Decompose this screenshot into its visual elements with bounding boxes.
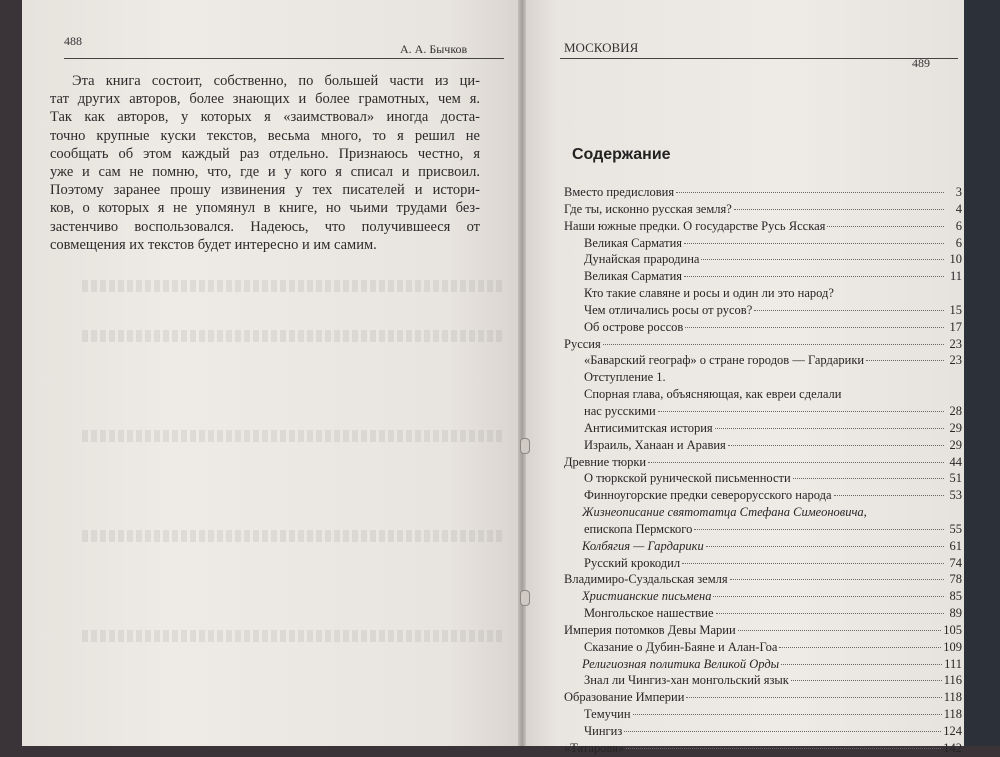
toc-entry-title: Об острове россов [584, 319, 684, 334]
toc-entry-title: Финноугорские предки северорусского народа [584, 488, 832, 503]
toc-entry-page: 10 [949, 252, 962, 267]
toc-leader-dots [624, 731, 941, 732]
toc-entry [564, 302, 962, 319]
toc-entry [564, 470, 962, 487]
intro-paragraph [50, 72, 480, 254]
toc-entry [564, 639, 962, 656]
toc-leader-dots [694, 529, 944, 530]
show-through [82, 530, 502, 542]
toc-entry [564, 268, 962, 285]
toc-entry-page: 105 [943, 622, 962, 637]
toc-entry-page: 61 [949, 538, 962, 553]
toc-entry-title: «Баварский географ» о стране городов — Гардарики [584, 353, 865, 368]
toc-entry-title: Руссия [564, 336, 601, 351]
toc-entry-page: 4 [955, 201, 962, 216]
toc-leader-dots [791, 680, 942, 681]
text-line: точно крупные куски текстов, весьма много, то я решил не [50, 127, 480, 144]
toc-entry [564, 336, 962, 353]
toc-entry-page: 109 [943, 639, 962, 654]
table-of-contents [564, 184, 962, 757]
text-line: Так как авторов, у которых я «заимствовал» иногда доста- [50, 109, 480, 126]
toc-leader-dots [730, 579, 944, 580]
toc-entry-page: 44 [949, 454, 962, 469]
toc-entry-page: 11 [949, 269, 962, 284]
toc-entry [564, 605, 962, 622]
toc-entry-page: 29 [949, 420, 962, 435]
toc-entry-title: Сказание о Дубин-Баяне и Алан-Гоа [584, 639, 778, 654]
toc-entry-page: 118 [943, 690, 962, 705]
text-line: уже и сам не помню, что, где и у кого я списал и присвоил. [50, 164, 480, 181]
toc-entry [564, 656, 962, 673]
toc-entry-page: 78 [949, 572, 962, 587]
toc-entry-page: 17 [949, 319, 962, 334]
toc-entry-title: Колбягия — Гардарики [582, 538, 704, 553]
toc-entry [564, 251, 962, 268]
toc-leader-dots [706, 546, 944, 547]
left-page-number: 488 [64, 34, 82, 48]
text-line: сообщать об этом каждый раз отдельно. Признаюсь честно, я [50, 145, 480, 162]
toc-entry-title: Великая Сарматия [584, 235, 683, 250]
toc-entry [564, 588, 962, 605]
toc-leader-dots [701, 259, 944, 260]
toc-leader-dots [781, 664, 942, 665]
toc-entry [564, 740, 962, 757]
toc-entry-page: 6 [955, 235, 962, 250]
toc-entry [564, 369, 962, 386]
toc-entry-title: Спорная глава, объясняющая, как евреи сделали [584, 387, 842, 402]
toc-entry [564, 672, 962, 689]
toc-entry-page: 55 [949, 521, 962, 536]
show-through [82, 330, 502, 342]
toc-entry [564, 437, 962, 454]
toc-entry-title: Дунайская прародина [584, 252, 700, 267]
toc-leader-dots [682, 563, 944, 564]
toc-entry-page: 111 [944, 656, 962, 671]
toc-entry [564, 420, 962, 437]
toc-leader-dots [793, 478, 944, 479]
toc-entry-title: О тюркской рунической письменности [584, 471, 791, 486]
toc-leader-dots [684, 276, 944, 277]
text-line: ков, о которых я не упомянул в книге, но чьими трудами без- [50, 200, 480, 217]
toc-entry-title: Израиль, Ханаан и Аравия [584, 437, 726, 452]
toc-entry-title: нас русскими [584, 403, 656, 418]
text-line: тат других авторов, более знающих и более грамотных, чем я. [50, 91, 480, 108]
toc-entry-page: 53 [949, 488, 962, 503]
toc-entry-title: Жизнеописание святотатца Стефана Симеоновича, [582, 505, 867, 520]
toc-entry [564, 319, 962, 336]
toc-entry-title: Знал ли Чингиз-хан монгольский язык [584, 673, 789, 688]
binding-staple [520, 590, 530, 606]
toc-entry-page: 74 [949, 555, 962, 570]
toc-leader-dots [834, 495, 944, 496]
toc-entry [564, 504, 962, 521]
toc-entry-page: 3 [955, 185, 962, 199]
toc-entry-title: Русский крокодил [584, 555, 681, 570]
toc-entry-title: Кто такие славяне и росы и один ли это народ? [584, 286, 834, 301]
toc-entry [564, 538, 962, 555]
right-header-rule [560, 58, 958, 59]
toc-leader-dots [633, 714, 942, 715]
toc-leader-dots [779, 647, 941, 648]
toc-entry [564, 285, 962, 302]
toc-entry-title: Религиозная политика Великой Орды [582, 656, 780, 671]
toc-entry [564, 706, 962, 723]
toc-entry-page: 28 [949, 403, 962, 418]
toc-entry-page: 15 [949, 302, 962, 317]
show-through [82, 630, 502, 642]
toc-leader-dots [715, 428, 944, 429]
toc-entry [564, 403, 962, 420]
toc-entry [564, 454, 962, 471]
toc-entry-title: «Татаровя» [564, 740, 625, 755]
binding-staple [520, 438, 530, 454]
toc-entry [564, 723, 962, 740]
toc-entry-title: Владимиро-Суздальская земля [564, 572, 728, 587]
toc-leader-dots [738, 630, 942, 631]
toc-entry-title: Чем отличались росы от русов? [584, 302, 753, 317]
toc-entry-title: Наши южные предки. О государстве Русь Ясская [564, 218, 826, 233]
toc-entry-title: Чингиз [584, 724, 623, 738]
toc-leader-dots [734, 209, 944, 210]
toc-entry-title: Образование Империи [564, 690, 685, 705]
toc-entry-title: епископа Пермского [584, 521, 693, 536]
toc-entry-page: 142 [943, 740, 962, 755]
toc-entry-page: 124 [943, 724, 962, 738]
toc-entry [564, 487, 962, 504]
toc-leader-dots [754, 310, 944, 311]
show-through [82, 430, 502, 442]
right-running-title: МОСКОВИЯ [564, 40, 639, 55]
left-header-rule [64, 58, 504, 59]
toc-entry-page: 89 [949, 606, 962, 621]
toc-leader-dots [827, 226, 944, 227]
toc-leader-dots [603, 344, 944, 345]
toc-entry [564, 555, 962, 572]
toc-entry-page: 23 [949, 336, 962, 351]
toc-leader-dots [684, 243, 944, 244]
toc-entry [564, 201, 962, 218]
toc-entry-title: Великая Сарматия [584, 269, 683, 284]
toc-leader-dots [648, 462, 944, 463]
toc-entry-page: 6 [955, 218, 962, 233]
toc-entry [564, 571, 962, 588]
text-line: Поэтому заранее прошу извинения у тех писателей и истори- [50, 182, 480, 199]
toc-entry-title: Отступление 1. [584, 370, 666, 385]
toc-entry-title: Темучин [584, 707, 631, 722]
toc-entry-page: 29 [949, 437, 962, 452]
text-line: Эта книга состоит, собственно, по большей части из ци- [72, 73, 480, 89]
toc-leader-dots [866, 360, 944, 361]
toc-leader-dots [686, 697, 941, 698]
toc-entry-title: Христианские письмена [582, 589, 712, 604]
toc-entry-title: Древние тюрки [564, 454, 647, 469]
toc-entry [564, 184, 962, 201]
toc-title: Содержание [572, 146, 671, 163]
left-running-author: А. А. Бычков [400, 42, 468, 56]
right-page-number: 489 [912, 56, 930, 70]
toc-entry-title: Где ты, исконно русская земля? [564, 201, 732, 216]
book-spine [518, 0, 526, 746]
show-through [82, 280, 502, 292]
text-line: совмещения их текстов будет интересно и им самим. [50, 236, 377, 253]
toc-entry [564, 386, 962, 403]
left-body-text [50, 72, 480, 254]
toc-leader-dots [626, 748, 941, 749]
toc-entry-page: 23 [949, 353, 962, 368]
toc-entry-title: Империя потомков Девы Марии [564, 622, 736, 637]
toc-leader-dots [685, 327, 944, 328]
toc-leader-dots [658, 411, 944, 412]
background-dark [960, 0, 1000, 746]
toc-entry [564, 218, 962, 235]
toc-entry-page: 116 [943, 673, 962, 688]
toc-leader-dots [728, 445, 944, 446]
toc-leader-dots [676, 192, 944, 193]
toc-entry [564, 689, 962, 706]
toc-entry [564, 235, 962, 252]
toc-entry-page: 51 [949, 471, 962, 486]
toc-entry-page: 85 [949, 589, 962, 604]
toc-entry [564, 352, 962, 369]
toc-entry-title: Вместо предисловия [564, 185, 675, 199]
toc-leader-dots [716, 613, 944, 614]
toc-entry-title: Антисимитская история [584, 420, 713, 435]
toc-leader-dots [713, 596, 944, 597]
toc-entry [564, 622, 962, 639]
toc-entry [564, 521, 962, 538]
toc-entry-title: Монгольское нашествие [584, 606, 714, 621]
toc-entry-page: 118 [943, 707, 962, 722]
text-line: застенчиво воспользовался. Надеюсь, что получившееся от [50, 218, 480, 235]
